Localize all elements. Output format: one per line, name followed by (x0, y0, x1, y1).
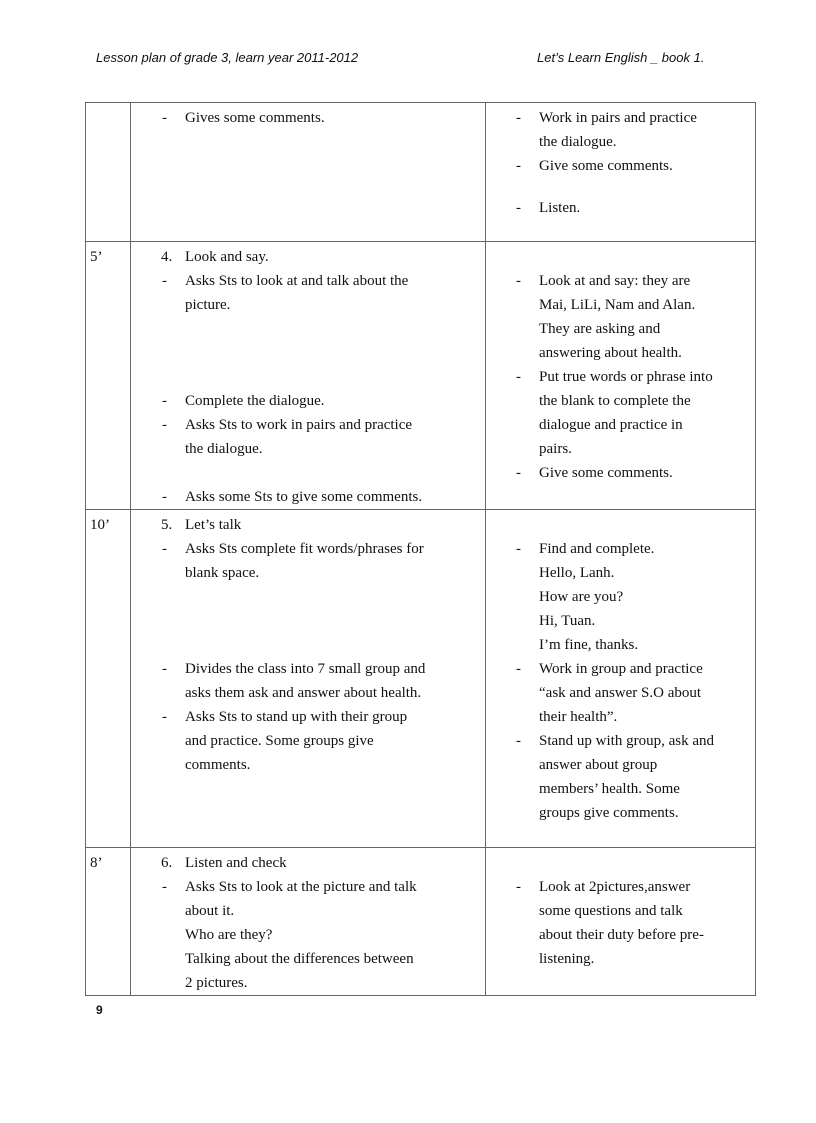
list-item-continuation: and practice. Some groups give (185, 733, 374, 749)
list-item-continuation: pairs. (539, 441, 572, 457)
list-item-continuation: the blank to complete the (539, 393, 691, 409)
list-item: - Asks Sts to work in pairs and practice (162, 417, 413, 433)
list-item-continuation: answering about health. (539, 345, 682, 361)
list-item-continuation: the dialogue. (539, 134, 617, 150)
list-item-continuation: asks them ask and answer about health. (185, 685, 422, 701)
list-item-continuation: answer about group (539, 757, 658, 773)
header-lesson-plan-title: Lesson plan of grade 3, learn year 2011-2012 (96, 50, 359, 65)
list-item-continuation: 2 pictures. (185, 975, 248, 991)
time-cell: 10’ (86, 510, 131, 848)
list-item: - Divides the class into 7 small group and (162, 661, 426, 677)
list-item-continuation: comments. (185, 757, 251, 773)
list-item: - Asks Sts to stand up with their group (162, 709, 408, 725)
table-row (86, 510, 756, 848)
table-row (86, 242, 756, 510)
list-item-continuation: dialogue and practice in (539, 417, 683, 433)
list-item-continuation: Mai, LiLi, Nam and Alan. (539, 297, 696, 313)
list-item-continuation: blank space. (185, 565, 260, 581)
list-item-continuation: about it. (185, 903, 235, 919)
list-item-continuation: Talking about the differences between (185, 951, 414, 967)
student-activity-cell (486, 242, 756, 510)
page-header (96, 50, 720, 72)
list-item: - Look at 2pictures,answer (516, 879, 691, 895)
student-activity-cell (486, 103, 756, 242)
list-item-continuation: Who are they? (185, 927, 273, 943)
list-item-continuation: Hello, Lanh. (539, 565, 615, 581)
list-item-continuation: about their duty before pre- (539, 927, 704, 943)
list-item-continuation: groups give comments. (539, 805, 679, 821)
list-item-continuation: How are you? (539, 589, 624, 605)
teacher-activity-cell (131, 103, 486, 242)
list-item-continuation: They are asking and (539, 321, 661, 337)
time-cell (86, 103, 131, 242)
list-item-continuation: their health”. (539, 709, 618, 725)
list-item: - Stand up with group, ask and (516, 733, 714, 749)
list-item: - Listen. (516, 200, 581, 216)
lesson-plan-table (85, 102, 756, 996)
list-item: - Work in group and practice (516, 661, 703, 677)
list-item: - Give some comments. (516, 465, 673, 481)
list-item-continuation: Hi, Tuan. (539, 613, 596, 629)
section-heading: 4. Look and say. (161, 249, 269, 265)
student-activity-cell (486, 848, 756, 996)
list-item: - Asks Sts complete fit words/phrases for (162, 541, 424, 557)
list-item: - Put true words or phrase into (516, 369, 713, 385)
list-item-continuation: some questions and talk (539, 903, 683, 919)
list-item: - Asks Sts to look at and talk about the (162, 273, 409, 289)
teacher-activity-cell (131, 848, 486, 996)
list-item-continuation: members’ health. Some (539, 781, 680, 797)
list-item: - Asks Sts to look at the picture and talk (162, 879, 417, 895)
list-item: - Look at and say: they are (516, 273, 691, 289)
section-heading: 6. Listen and check (161, 855, 287, 871)
list-item: - Gives some comments. (162, 110, 325, 126)
list-item: - Complete the dialogue. (162, 393, 325, 409)
list-item: - Give some comments. (516, 158, 673, 174)
list-item: - Asks some Sts to give some comments. (162, 489, 423, 505)
table-row (86, 848, 756, 996)
table-row (86, 103, 756, 242)
list-item: - Find and complete. (516, 541, 655, 557)
list-item-continuation: I’m fine, thanks. (539, 637, 639, 653)
section-heading: 5. Let’s talk (161, 517, 242, 533)
student-activity-cell (486, 510, 756, 848)
header-book-title: Let’s Learn English _ book 1. (537, 50, 705, 65)
list-item-continuation: picture. (185, 297, 231, 313)
list-item-continuation: the dialogue. (185, 441, 263, 457)
list-item-continuation: “ask and answer S.O about (539, 685, 702, 701)
list-item-continuation: listening. (539, 951, 595, 967)
time-cell: 5’ (86, 242, 131, 510)
teacher-activity-cell (131, 242, 486, 510)
teacher-activity-cell (131, 510, 486, 848)
list-item: - Work in pairs and practice (516, 110, 697, 126)
page-number: 9 (96, 1003, 103, 1017)
time-cell: 8’ (86, 848, 131, 996)
